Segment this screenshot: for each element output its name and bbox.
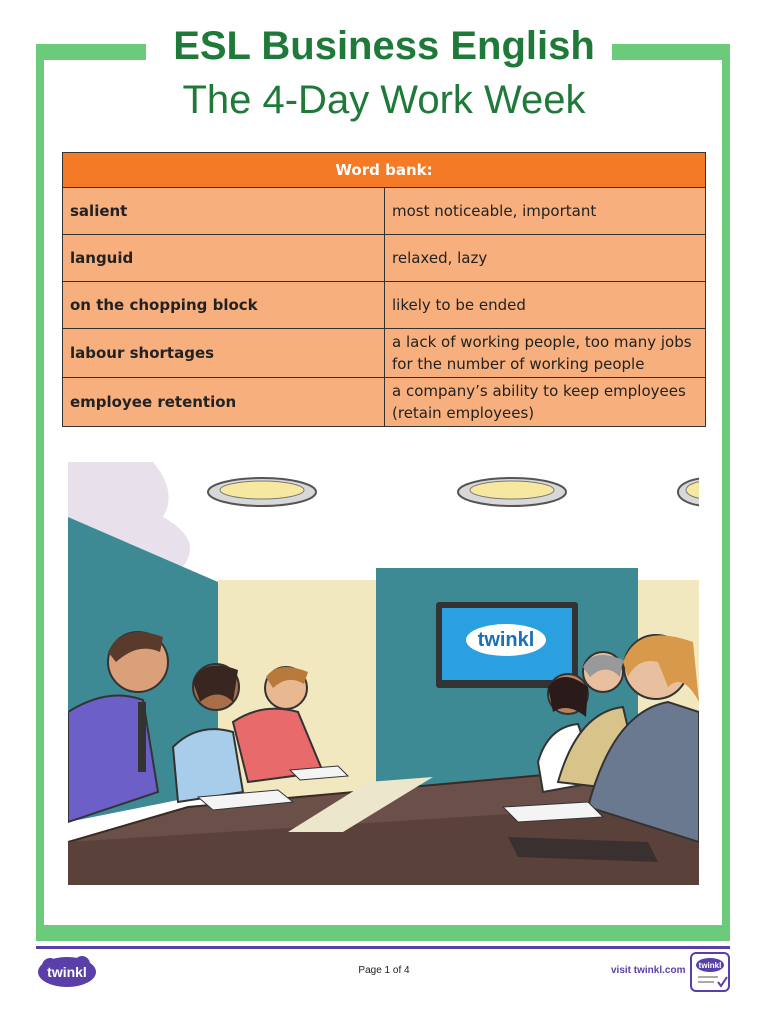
definition-cell: a lack of working people, too many jobs for the number of working people [385, 329, 706, 378]
ceiling-light [458, 478, 566, 506]
definition-cell: likely to be ended [385, 282, 706, 329]
word-bank-heading: Word bank: [63, 153, 706, 188]
term-cell: employee retention [63, 378, 385, 427]
table-row [63, 378, 706, 427]
page-subtitle: The 4-Day Work Week [182, 78, 586, 122]
meeting-room-illustration [68, 462, 699, 885]
definition-cell: relaxed, lazy [385, 235, 706, 282]
footer-divider [36, 946, 730, 949]
definition-cell: most noticeable, important [385, 188, 706, 235]
word-bank-table [62, 152, 706, 427]
frame-bottom [36, 925, 730, 941]
table-row [63, 235, 706, 282]
table-row [63, 282, 706, 329]
definition-cell: a company’s ability to keep employees (retain employees) [385, 378, 706, 427]
table-row [63, 188, 706, 235]
tv-screen [436, 602, 578, 688]
term-cell: labour shortages [63, 329, 385, 378]
table-row [63, 329, 706, 378]
term-cell: on the chopping block [63, 282, 385, 329]
footer-logo-text: twinkl [47, 964, 87, 980]
term-cell: salient [63, 188, 385, 235]
page-title: ESL Business English [173, 24, 595, 68]
term-cell: languid [63, 235, 385, 282]
badge-text: twinkl [698, 961, 722, 970]
ceiling-light [208, 478, 316, 506]
tv-logo-text: twinkl [477, 629, 535, 651]
quality-badge-icon [690, 952, 730, 992]
visit-link[interactable]: visit twinkl.com [611, 965, 686, 976]
page-number: Page 1 of 4 [358, 965, 410, 976]
